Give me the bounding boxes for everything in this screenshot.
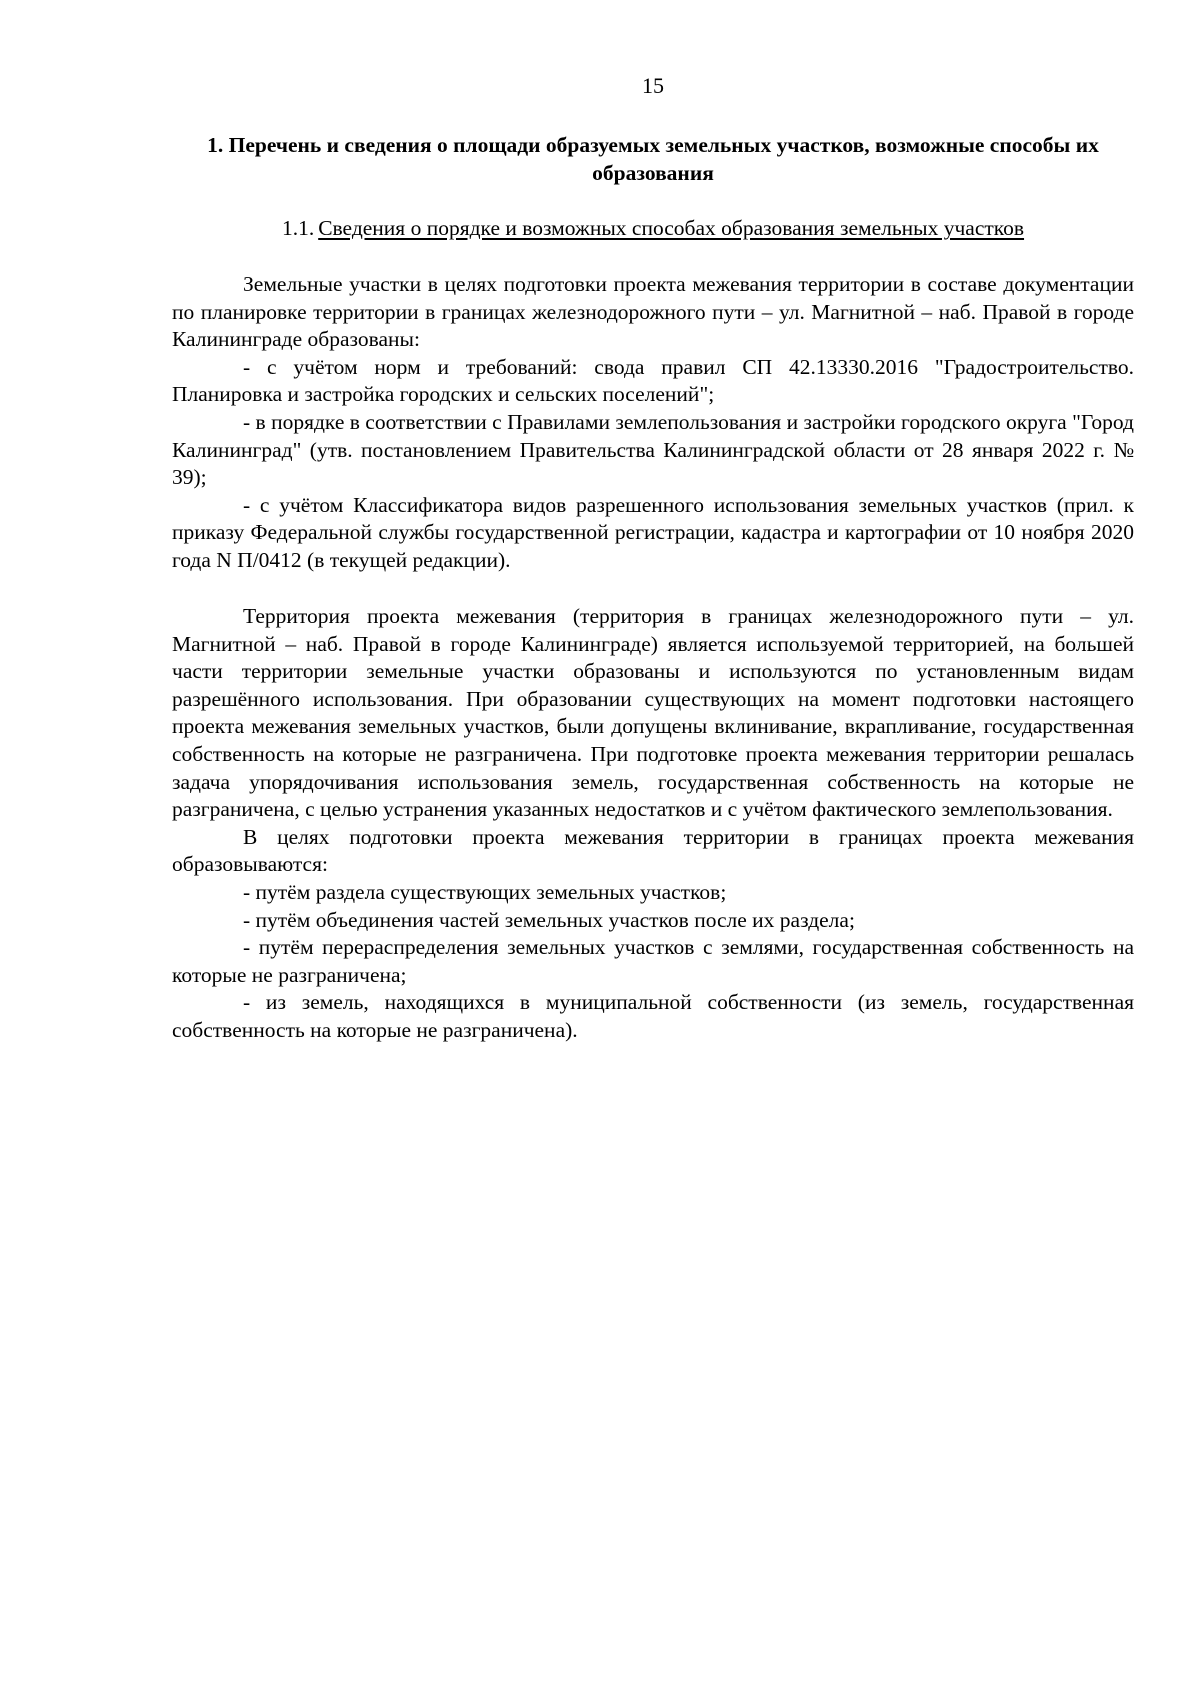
page-number: 15 [642,73,664,98]
list-item: - из земель, находящихся в муниципальной собственности (из земель, государственная собственность на которые не разграничена). [172,990,1134,1042]
subsection-number: 1.1. [281,216,315,240]
subsection-heading: Сведения о порядке и возможных способах образования земельных участков [318,216,1025,240]
subsection-title [172,214,1134,242]
list-item: - путём раздела существующих земельных участков; [243,879,727,904]
section-title: 1. Перечень и сведения о площади образуемых земельных участков, возможные способы их образования [207,133,1099,185]
list-item: - с учётом норм и требований: свода правил СП 42.13330.2016 "Градостроительство. Планировка и застройка городских и сельских поселений"; [172,354,1134,407]
paragraph-methods-intro: В целях подготовки проекта межевания территории в границах проекта межевания образовываются: [172,824,1134,877]
list-item: - с учётом Классификатора видов разрешенного использования земельных участков (прил. к приказу Федеральной службы государственной регистрации, кадастра и картографии от 10 ноября 2020 года N П/0412 (в текущей редакции). [172,492,1134,572]
list-item: - в порядке в соответствии с Правилами землепользования и застройки городского округа "Город Калининград" (утв. постановлением Правительства Калининградской области от 28 января 2022 г. № 39); [172,409,1134,490]
body-block-formation-basis [172,271,1134,575]
paragraph-territory: Территория проекта межевания (территория в границах железнодорожного пути – ул. Магнитной – наб. Правой в городе Калининграде) является используемой территорией, на большей части территории земельные участки образованы и используются по установленным видам разрешённого использования. При образовании существующих на момент подготовки настоящего проекта межевания земельных участков, были допущены вклинивание, вкрапливание, государственная собственность на которые не разграничена. При подготовке проекта межевания территории решалась задача упорядочивания использования земель, государственная собственность на которые не разграничена, с целью устранения указанных недостатков и с учётом фактического землепользования. [172,604,1134,822]
body-block-territory [172,603,1134,1045]
list-item: - путём объединения частей земельных участков после их раздела; [243,907,855,932]
paragraph-intro: Земельные участки в целях подготовки проекта межевания территории в составе документации по планировке территории в границах железнодорожного пути – ул. Магнитной – наб. Правой в городе Калининграде образованы: [172,272,1134,352]
list-item: - путём перераспределения земельных участков с землями, государственная собственность на которые не разграничена; [172,935,1134,987]
